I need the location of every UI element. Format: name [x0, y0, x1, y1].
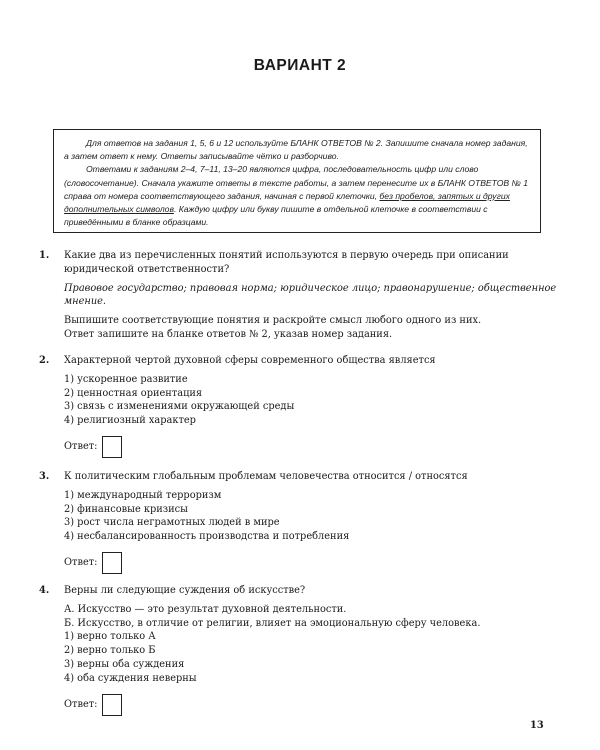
task-instruction: Выпишите соответствующие понятия и раскройте смысл любого одного из них. — [64, 315, 482, 327]
instructions-p2-text: Ответами к заданиям 2–4, 7–11, 13–20 являются цифра, последовательность цифр или слово (словосочетание). Сначала укажите ответы в тексте работы, а затем перенесите их в БЛАНК ОТВЕТОВ № 1 справа от номера соответствующего задания, начиная с первой клеточки, — [64, 164, 529, 201]
answer-box[interactable] — [102, 436, 122, 458]
instructions-box — [53, 129, 541, 233]
option-4: 4) несбалансированность производства и потребления — [64, 531, 350, 543]
option-2: 2) верно только Б — [64, 645, 156, 657]
answer-label: Ответ: — [64, 557, 98, 569]
instructions-paragraph-2 — [64, 163, 532, 229]
question-3 — [39, 470, 559, 575]
option-1: 1) ускоренное развитие — [64, 373, 188, 385]
option-2: 2) финансовые кризисы — [64, 503, 188, 515]
question-number: 4. — [39, 585, 50, 596]
instructions-p2-text-end: . Каждую цифру или букву пишите в отдельной клеточке в соответствии с приведёнными в бланке образцами. — [64, 204, 488, 228]
question-2 — [39, 354, 559, 459]
question-text: Характерной чертой духовной сферы современного общества является — [64, 355, 436, 366]
question-text: К политическим глобальным проблемам человечества относится / относятся — [64, 471, 468, 482]
option-1: 1) верно только А — [64, 631, 156, 643]
page-title: ВАРИАНТ 2 — [253, 57, 347, 74]
page-number: 13 — [530, 720, 544, 731]
question-number: 2. — [39, 355, 50, 366]
option-1: 1) международный терроризм — [64, 489, 222, 501]
statement-b: Б. Искусство, в отличие от религии, влияет на эмоциональную сферу человека. — [64, 617, 481, 629]
answer-row — [64, 435, 559, 459]
question-text: Какие два из перечисленных понятий используются в первую очередь при описании юридической ответственности? — [64, 250, 509, 275]
option-3: 3) рост числа неграмотных людей в мире — [64, 517, 280, 529]
answer-box[interactable] — [102, 694, 122, 716]
question-text: Верны ли следующие суждения об искусстве? — [64, 585, 306, 596]
option-4: 4) религиозный характер — [64, 415, 196, 427]
question-number: 3. — [39, 471, 50, 482]
terms-list: Правовое государство; правовая норма; юридическое лицо; правонарушение; общественное мнение. — [64, 282, 557, 308]
instructions-p2-underlined: без пробелов, запятых и других дополнительных символов — [64, 190, 510, 215]
answer-label: Ответ: — [64, 698, 98, 710]
option-3: 3) верны оба суждения — [64, 658, 185, 670]
question-number: 1. — [39, 250, 50, 261]
option-4: 4) оба суждения неверны — [64, 672, 197, 684]
answer-box[interactable] — [102, 552, 122, 574]
answer-label: Ответ: — [64, 441, 98, 453]
answer-row — [64, 693, 559, 717]
answer-row — [64, 551, 559, 575]
option-2: 2) ценностная ориентация — [64, 387, 203, 399]
instructions-paragraph-1: Для ответов на задания 1, 5, 6 и 12 используйте БЛАНК ОТВЕТОВ № 2. Запишите сначала номер задания, а затем ответ к нему. Ответы записывайте чётко и разборчиво. — [64, 138, 528, 162]
question-1 — [39, 249, 559, 342]
option-3: 3) связь с изменениями окружающей среды — [64, 401, 295, 413]
question-4 — [39, 584, 559, 717]
task-instruction-answer: Ответ запишите на бланке ответов № 2, указав номер задания. — [64, 328, 393, 340]
statement-a: А. Искусство — это результат духовной деятельности. — [64, 603, 347, 615]
